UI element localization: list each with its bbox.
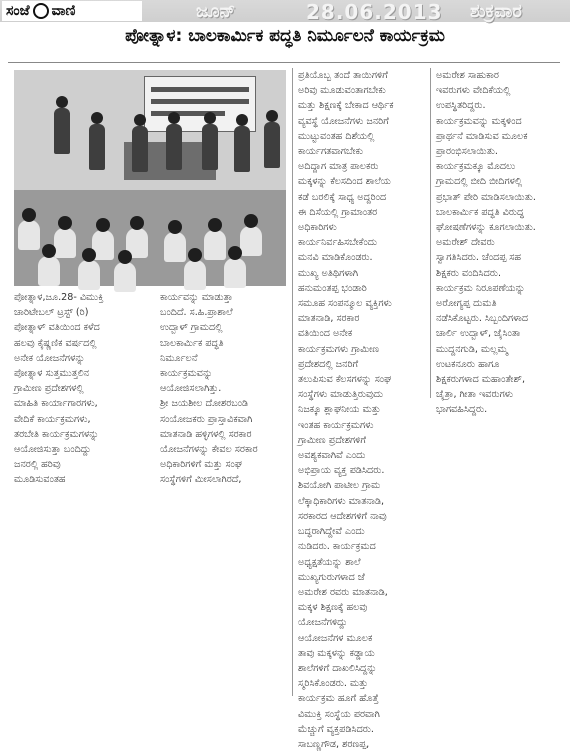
- article-text-line: ಯೋಜನೆಗಳಿದ್ದು: [298, 617, 348, 629]
- article-text-line: ನಡೆಸಿಕೊಟ್ಟರು. ಸಿಬ್ಬಂದಿಗಳಾದ: [436, 313, 529, 325]
- issue-weekday: ಶುಕ್ರವಾರ: [470, 1, 522, 22]
- article-text-line: ಪ್ರತಿಯೊಬ್ಬ ತಂದೆ ತಾಯಿಗಳಿಗೆ: [298, 70, 388, 81]
- article-text-line: ಲೆಕ್ಕಾಧಿಕಾರಿಗಳು ಮಾತನಾಡಿ,: [298, 495, 385, 507]
- article-text-line: ಜನರಲ್ಲಿ ಹರಿವು: [14, 459, 61, 471]
- article-text-line: ವೇದಿಕೆ ಕಾರ್ಯಕ್ರಮಗಳು,: [14, 413, 91, 425]
- column-divider: [292, 68, 293, 696]
- article-text-line: ಗ್ರಾಮೀಣ ಪ್ರದೇಶಗಳಿಗೆ: [298, 434, 366, 446]
- article-text-line: ಅರಿವು ಮೂಡುವಂತಾಗಬೇಕು: [298, 85, 386, 97]
- article-text-line: ಸಂಯೋಜಕರು ಪ್ರಾಸ್ತಾವಿಕವಾಗಿ: [160, 413, 253, 425]
- article-text-line: ಮಕ್ಕಳನ್ನು ಕೆಲಸದಿಂದ ಶಾಲೆಯ: [298, 176, 391, 188]
- article-text-line: ಶಾಲೆಗಳಿಗೆ ದಾಖಲಿಸಿದ್ದನ್ನು: [298, 662, 377, 674]
- article-text-line: ಅಭಿಪ್ರಾಯ ವ್ಯಕ್ತ ಪಡಿಸಿದರು.: [298, 465, 385, 477]
- article-text-line: ಕಾರ್ಯಕ್ರಮಕ್ಕೂ ಮೊದಲು: [436, 161, 516, 173]
- article-text-line: ಸಂಸ್ಥೆಗಳಿಗೆ ಮೀಸಲಾಗಿರದೆ,: [160, 474, 242, 486]
- article-text-line: ಸ್ಮರಿಸಿಕೊಂಡರು. ಮತ್ತು: [298, 678, 369, 690]
- article-text-line: ಅಮರೇಶ ಸಾಹುಕಾರ: [436, 70, 499, 81]
- article-text-line: ಘೋಷಣೆಗಳನ್ನು ಕೂಗಲಾಯಿತು.: [436, 222, 536, 234]
- article-text-line: ಕಾರ್ಯಕ್ರಮವನ್ನು ಮಕ್ಕಳಿಂದ: [436, 115, 522, 127]
- article-text-line: ಪ್ರಾರ್ಥನೆ ಮಾಡಿಸುವ ಮೂಲಕ: [436, 130, 528, 142]
- article-text-line: ಹನುಮಂತಪ್ಪ ಭಂಡಾರಿ: [298, 282, 367, 294]
- article-text-line: ಈ ದಿಸೆಯಲ್ಲಿ ಗ್ರಾಮಾಂತರ: [298, 206, 378, 218]
- article-text-line: ಮುದ್ದನಗುಡಿ, ಮಲ್ಲಮ್ಮ: [436, 343, 508, 355]
- article-text-line: ಅಮರೇಶ ರವರು ಮಾತನಾಡಿ,: [298, 586, 388, 598]
- article-text-line: ಕಾರ್ಯಕ್ರಮ ನಿರೂಪಣೆಯನ್ನು: [436, 282, 526, 294]
- article-text-line: ಕಾರ್ಯಕ್ರಮಗಳು ಗ್ರಾಮೀಣ: [298, 343, 380, 355]
- article-text-line: ಪ್ರಾರಂಭಿಸಲಾಯಿತು.: [436, 146, 498, 158]
- logo-text-left: ಸಂಜೆ: [6, 3, 30, 19]
- article-text-line: ಮೆಚ್ಚುಗೆ ವ್ಯಕ್ತಪಡಿಸಿದರು.: [298, 723, 374, 735]
- article-text-line: ಪೋತ್ನಾಳ,ಜೂ.28- ವಿಮುಕ್ತಿ: [14, 292, 104, 303]
- article-text-line: ವತಿಯಿಂದ ಅನೇಕ: [298, 328, 353, 340]
- article-text-line: ವಿಮುಕ್ತಿ ಸಂಸ್ಥೆಯ ಪರವಾಗಿ: [298, 708, 380, 720]
- article-text-line: ಮತ್ತು ಶಿಕ್ಷಣಕ್ಕೆ ಬೇಕಾದ ಆರ್ಥಿಕ: [298, 100, 394, 112]
- article-text-line: ಮಾತನಾಡಿ ಹಳ್ಳಿಗಳಲ್ಲಿ ಸರಕಾರ: [160, 428, 252, 440]
- article-headline: ಪೋತ್ನಾಳ: ಬಾಲಕಾರ್ಮಿಕ ಪದ್ಧತಿ ನಿರ್ಮೂಲನೆ ಕಾರ್ಯಕ್ರಮ: [125, 26, 445, 46]
- article-text-line: ಪ್ರಭಾತ್ ಪೇರಿ ಮಾಡಿಸಲಾಯಿತು.: [436, 191, 536, 203]
- article-text-line: ಗ್ರಾಮೀಣ ಪ್ರದೇಶಗಳಲ್ಲಿ: [14, 383, 84, 395]
- article-text-line: ನಿರ್ಮೂಲನೆ: [160, 352, 198, 364]
- article-text-line: ಮಕ್ಕಳ ಶಿಕ್ಷಣಕ್ಕೆ ಹಲವು: [298, 602, 368, 614]
- article-text-line: ಆಯೋಜಿಸಲಾಗಿತ್ತು.: [160, 383, 222, 395]
- article-text-line: ಅವಶ್ಯಕವಾಗಿವೆ ಎಂದು: [298, 450, 366, 462]
- article-text-line: ಮುಖ್ಯ ಅತಿಥಿಗಳಾಗಿ: [298, 267, 359, 279]
- article-text-line: ಕಾರ್ಯಗತವಾಗಬೇಕು: [298, 146, 364, 158]
- article-text-line: ಉಪಸ್ಥಿತರಿದ್ದರು.: [436, 100, 486, 112]
- logo-text-right: ವಾಣಿ: [51, 3, 76, 19]
- issue-month: ಜೂನ್: [196, 1, 236, 22]
- article-text-line: ಉಟಕನೂರು ಹಾಗೂ: [436, 358, 500, 370]
- article-text-line: ಅಮರೇಶ್ ದೇವರು: [436, 237, 495, 249]
- article-text-line: ಚೈತ್ರಾ, ಗೀತಾ ಇವರುಗಳು: [436, 389, 514, 401]
- issue-date: 28.06.2013: [306, 0, 443, 24]
- article-text-line: ಪ್ರದೇಶದಲ್ಲಿ ಜನರಿಗೆ: [298, 358, 359, 370]
- article-text-line: ನಿಜಕ್ಕೂ ಶ್ಲಾಘನೀಯ ಮತ್ತು: [298, 404, 381, 416]
- article-text-line: ಸರಕಾರದ ಆದೇಶಗಳಿಗೆ ನಾವು: [298, 510, 387, 522]
- article-text-line: ಅದಿದ್ದಾಗ ಮಾತ್ರ ಪಾಲಕರು: [298, 161, 379, 173]
- article-text-line: ಬಾಲಕಾರ್ಮಿಕ ಪದ್ಧತಿ: [160, 337, 224, 349]
- article-text-line: ಮುಖ್ಯಗುರುಗಳಾದ ಜೆ: [298, 571, 365, 583]
- article-text-line: ಬಂದಿದೆ. ಸ.ಹಿ.ಪ್ರಾಶಾಲೆ: [160, 307, 233, 319]
- article-text-line: ಇವರುಗಳು ವೇದಿಕೆಯಲ್ಲಿ: [436, 85, 511, 97]
- article-column-2: [160, 290, 288, 495]
- article-text-line: ಅಧಿಕಾರಿಗಳಿಗೆ ಮತ್ತು ಸಂಘ: [160, 459, 243, 471]
- globe-icon: [33, 3, 49, 19]
- article-text-line: ತಾವು ಮಕ್ಕಳನ್ನು ಕಡ್ಡಾಯ: [298, 647, 375, 659]
- article-text-line: ಮಾತನಾಡಿ, ಸರಕಾರ: [298, 313, 360, 325]
- article-text-line: ಅಧಿಕಾರಿಗಳು: [298, 222, 337, 234]
- article-text-line: ಗ್ರಾಮದಲ್ಲಿ ಬೀದಿ ಬೀದಿಗಳಲ್ಲಿ: [436, 176, 523, 188]
- article-text-line: ವ್ಯವಸ್ಥೆ ಯೋಜನೆಗಳು ಜನರಿಗೆ: [298, 115, 389, 127]
- article-text-line: ಇಂತಹ ಕಾರ್ಯಕ್ರಮಗಳು: [298, 419, 374, 431]
- article-text-line: ಮುಟ್ಟುವಂತಹ ದಿಶೆಯಲ್ಲಿ: [298, 130, 375, 142]
- newspaper-logo: [2, 1, 142, 21]
- article-text-line: ಚಾರಿಟೇಬಲ್ ಟ್ರಸ್ಟ್ (ರಿ): [14, 307, 89, 319]
- article-text-line: ಸಮೂಹ ಸಂಪನ್ಮೂಲ ವ್ಯಕ್ತಿಗಳು: [298, 298, 392, 310]
- article-text-line: ಅನೇಕ ಯೋಜನೆಗಳನ್ನು: [14, 352, 86, 364]
- article-text-line: ಕಾರ್ಯಕ್ರಮ ಹೂಗೆ ಹೊತ್ತೆ: [298, 693, 379, 705]
- article-text-line: ಕಾರ್ಯಕ್ರಮವನ್ನು: [160, 368, 213, 380]
- article-text-line: ಪೋತ್ನಾಳ್ ವತಿಯಿಂದ ಕಳೆದ: [14, 322, 100, 334]
- article-text-line: ಮೂಡಿಸುವಂತಹ: [14, 474, 66, 486]
- article-text-line: ಮನವಿ ಮಾಡಿಕೊಂಡರು.: [298, 252, 373, 264]
- article-text-line: ಬದ್ಧರಾಗಿದ್ದೇವೆ ಎಂದು: [298, 526, 365, 538]
- article-text-line: ಸಂಸ್ಥೆಗಳು ಮಾಡುತ್ತಿರುವುದು: [298, 389, 384, 401]
- article-text-line: ಕಾರ್ಯವನ್ನು ಮಾಡುತ್ತಾ: [160, 292, 233, 303]
- article-column-4: [436, 68, 560, 416]
- article-text-line: ಮಾಹಿತಿ ಕಾರ್ಯಾಗಾರಗಳು,: [14, 398, 98, 410]
- article-text-line: ಭಾಗವಹಿಸಿದ್ದರು.: [436, 404, 488, 416]
- article-text-line: ಕಾರ್ಯನಿರ್ವಹಿಸಬೇಕೆಂದು: [298, 237, 377, 249]
- article-text-line: ಯೋಜನೆಗಳನ್ನು ಕೇವಲ ಸರಕಾರ: [160, 444, 258, 456]
- article-text-line: ಶಿಕ್ಷಕರು ವಂದಿಸಿದರು.: [436, 267, 502, 279]
- article-text-line: ಅಧ್ಯಕ್ಷತೆಯನ್ನು ಶಾಲೆ: [298, 556, 361, 568]
- article-text-line: ಶ್ರೀ ಜಯಶೀಲ ದೋಶರಬಂಡಿ: [160, 398, 249, 410]
- masthead: [0, 0, 570, 22]
- article-text-line: ತರಬೇತಿ ಕಾರ್ಯಕ್ರಮಗಳನ್ನು: [14, 428, 99, 440]
- article-column-3: [298, 68, 428, 750]
- headline-rule: [8, 62, 560, 63]
- article-text-line: ಸಾಬಣ್ಣಗೌಡ, ಶರಣಪ್ಪ,: [298, 738, 370, 750]
- article-text-line: ಶಿವಯೋಗಿ ಪಾಟೀಲ ಗ್ರಾಮ: [298, 480, 381, 492]
- article-text-line: ಅರೋಗ್ಯಪ್ಪ ದುಮತಿ: [436, 298, 497, 310]
- article-text-line: ಹಲವು ಕೈಷ್ಣಣಿಕ ವರ್ಷದಲ್ಲಿ: [14, 337, 97, 349]
- article-text-line: ನುಡಿದರು. ಕಾರ್ಯಕ್ರಮದ: [298, 541, 376, 553]
- column-divider: [430, 68, 431, 398]
- article-text-line: ಸ್ವಾಗತಿಸಿದರು. ಚೆಂದಪ್ಪ ಸಹ: [436, 252, 522, 264]
- article-text-line: ಕಡೆ ಬರಲಿಕ್ಕೆ ಸಾಧ್ಯ ಅದ್ದರಿಂದ: [298, 191, 387, 203]
- article-text-line: ತಲುಪಿಸುವ ಕೆಲಸಗಳನ್ನು ಸಂಘ: [298, 374, 392, 386]
- article-text-line: ಶಿಕ್ಷಕರುಗಳಾದ ಮಹಾಂತೇಶ್,: [436, 374, 525, 386]
- article-photo: [14, 70, 286, 286]
- article-text-line: ಚಾರ್ಲಿ ಉದ್ಬಾಳ್, ಜೈಸಿಂತಾ: [436, 328, 521, 340]
- article-column-1: [14, 290, 156, 495]
- article-text-line: ಪೋತ್ನಾಳ ಸುತ್ತಮುತ್ತಲಿನ: [14, 368, 90, 380]
- article-text-line: ಆಯೋಜಿಸುತ್ತಾ ಬಂದಿದ್ದು: [14, 444, 91, 456]
- article-text-line: ಉದ್ಬಾಳ್ ಗ್ರಾಮದಲ್ಲಿ: [160, 322, 223, 334]
- article-text-line: ಬಾಲಕಾರ್ಮಿಕ ಪದ್ಧತಿ ವಿರುದ್ಧ: [436, 206, 524, 218]
- article-text-line: ಆಯೋಜನೆಗಳ ಮೂಲಕ: [298, 632, 373, 644]
